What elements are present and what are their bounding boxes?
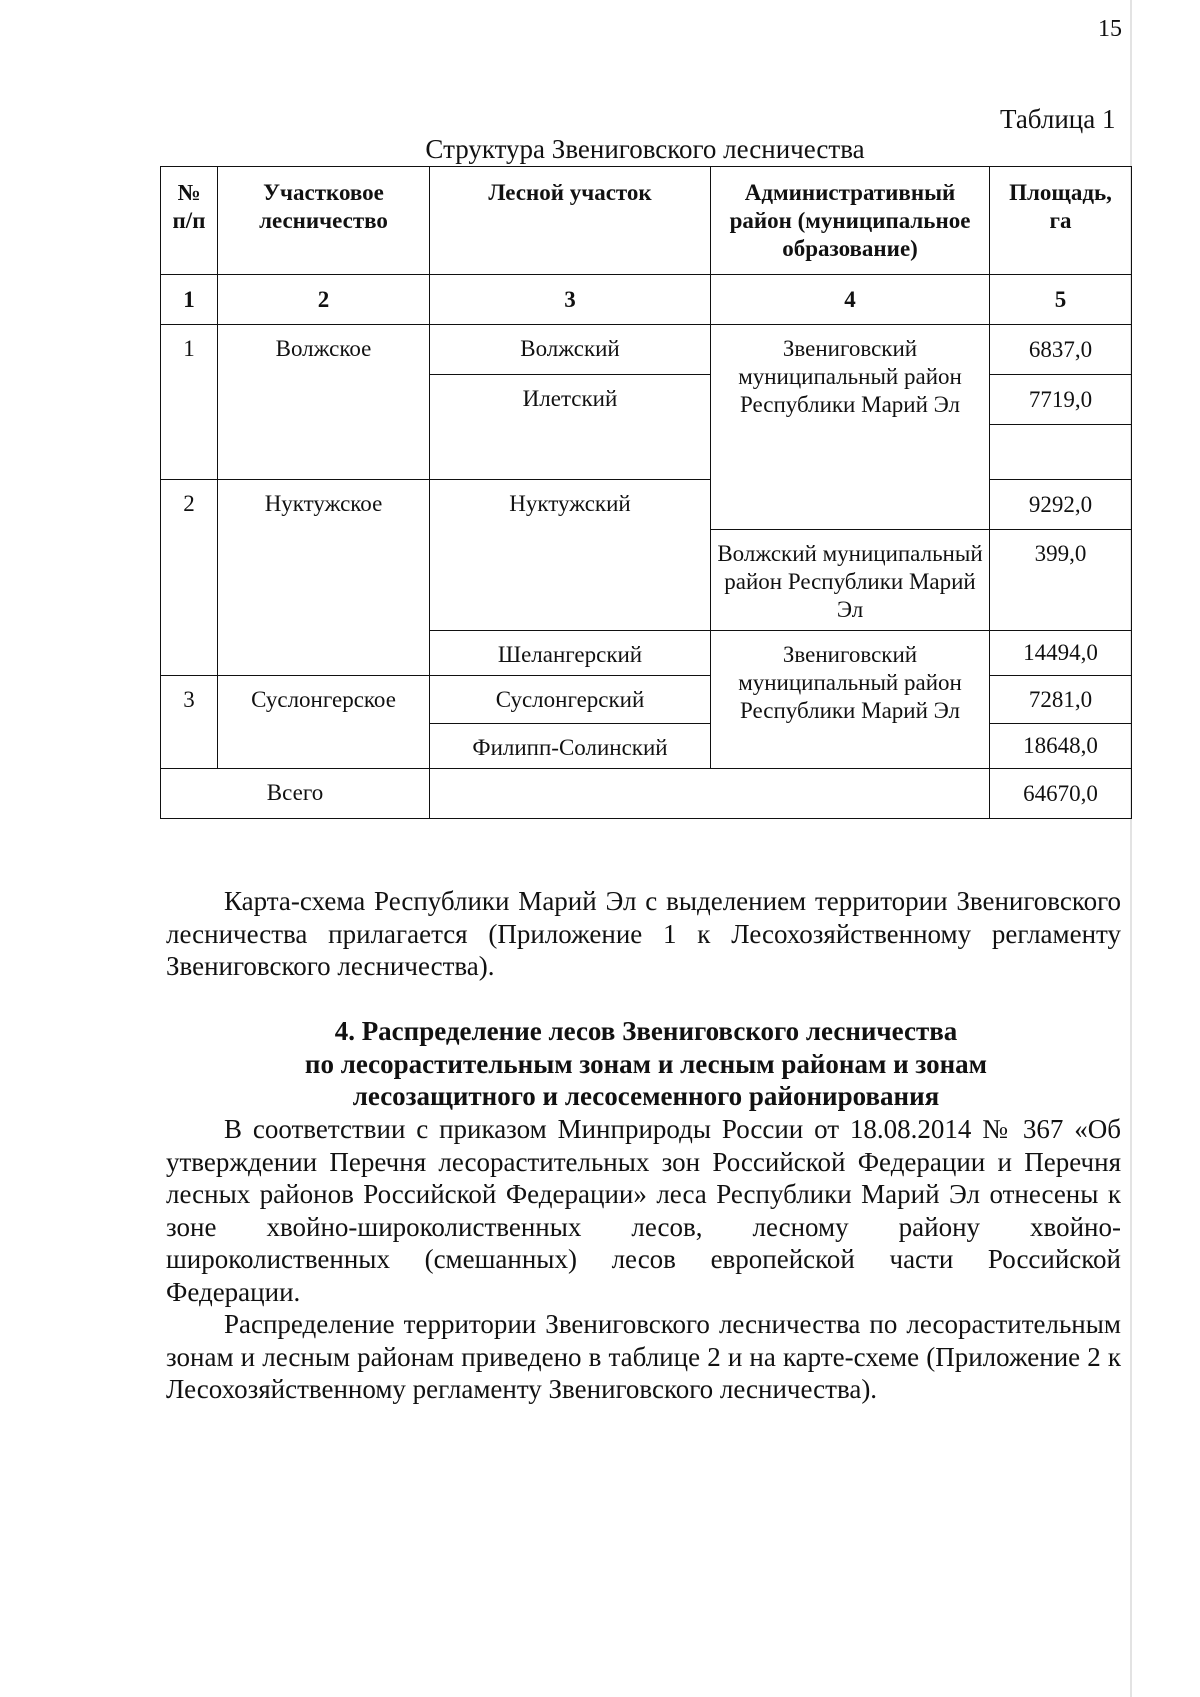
- area-value: 18648,0: [990, 724, 1132, 769]
- total-area: 64670,0: [990, 769, 1132, 819]
- district-name: Волжский муниципальный район Республики Марий Эл: [711, 530, 990, 631]
- row-number: 2: [161, 480, 218, 676]
- plot-name: Шелангерский: [430, 631, 711, 676]
- section-paragraph: В соответствии с приказом Минприроды России от 18.08.2014 № 367 «Об утверждении Перечня лесорастительных зон Российской Федерации и Перечня лесных районов Российской Федерации» леса Республики Марий Эл отнесены к зоне хвойно-широколиственных лесов, лесному району хвойно-широколиственных (смешанных) лесов европейской части Российской Федерации.: [166, 1114, 1121, 1307]
- table-header-row: [161, 167, 1132, 275]
- section-heading-line: по лесорастительным зонам и лесным районам и зонам: [304, 1048, 988, 1079]
- section-heading-line: лесозащитного и лесосеменного районирования: [352, 1081, 940, 1111]
- page-number: 15: [1098, 16, 1122, 42]
- column-number: 2: [218, 275, 430, 325]
- total-label: Всего: [161, 769, 430, 819]
- header-cell: Площадь, га: [990, 167, 1132, 275]
- section-paragraph: Распределение территории Звениговского лесничества по лесорастительным зонам и лесным районам приведено в таблице 2 и на карте-схеме (Приложение 2 к Лесохозяйственному регламенту Звениговского лесничества).: [166, 1309, 1121, 1404]
- table-row: [161, 325, 1132, 375]
- area-value: 399,0: [990, 530, 1132, 631]
- header-cell: Лесной участок: [430, 167, 711, 275]
- plot-name: Суслонгерский: [430, 676, 711, 724]
- forestry-structure-table: [160, 166, 1132, 819]
- section-heading-line: 4. Распределение лесов Звениговского лесничества: [334, 1016, 958, 1046]
- area-value: 7281,0: [990, 676, 1132, 724]
- header-cell: № п/п: [161, 167, 218, 275]
- area-value: 9292,0: [990, 480, 1132, 530]
- plot-name: Илетский: [430, 375, 711, 480]
- column-number: 4: [711, 275, 990, 325]
- area-value: 14494,0: [990, 631, 1132, 676]
- header-cell: Административный район (муниципальное образование): [711, 167, 990, 275]
- total-row: [161, 769, 1132, 819]
- row-number: 1: [161, 325, 218, 480]
- table-title: Структура Звениговского лесничества: [425, 134, 865, 164]
- map-paragraph: Карта-схема Республики Марий Эл с выделением территории Звениговского лесничества прилагается (Приложение 1 к Лесохозяйственному регламенту Звениговского лесничества).: [166, 886, 1121, 981]
- forestry-name: Суслонгерское: [218, 676, 430, 769]
- empty-area-cell: [990, 425, 1132, 480]
- district-name: Звениговский муниципальный район Республики Марий Эл: [711, 631, 990, 769]
- forestry-name: Волжское: [218, 325, 430, 480]
- plot-name: Нуктужский: [430, 480, 711, 631]
- area-value: 6837,0: [990, 325, 1132, 375]
- total-empty-cell: [430, 769, 990, 819]
- row-number: 3: [161, 676, 218, 769]
- district-name: Звениговский муниципальный район Республики Марий Эл: [711, 325, 990, 530]
- plot-name: Филипп-Солинский: [430, 724, 711, 769]
- section-heading: [160, 1015, 1132, 1113]
- header-cell: Участковое лесничество: [218, 167, 430, 275]
- column-number: 5: [990, 275, 1132, 325]
- forestry-name: Нуктужское: [218, 480, 430, 676]
- area-value: 7719,0: [990, 375, 1132, 425]
- table-label: Таблица 1: [1000, 104, 1116, 134]
- plot-name: Волжский: [430, 325, 711, 375]
- column-number: 1: [161, 275, 218, 325]
- column-number-row: [161, 275, 1132, 325]
- column-number: 3: [430, 275, 711, 325]
